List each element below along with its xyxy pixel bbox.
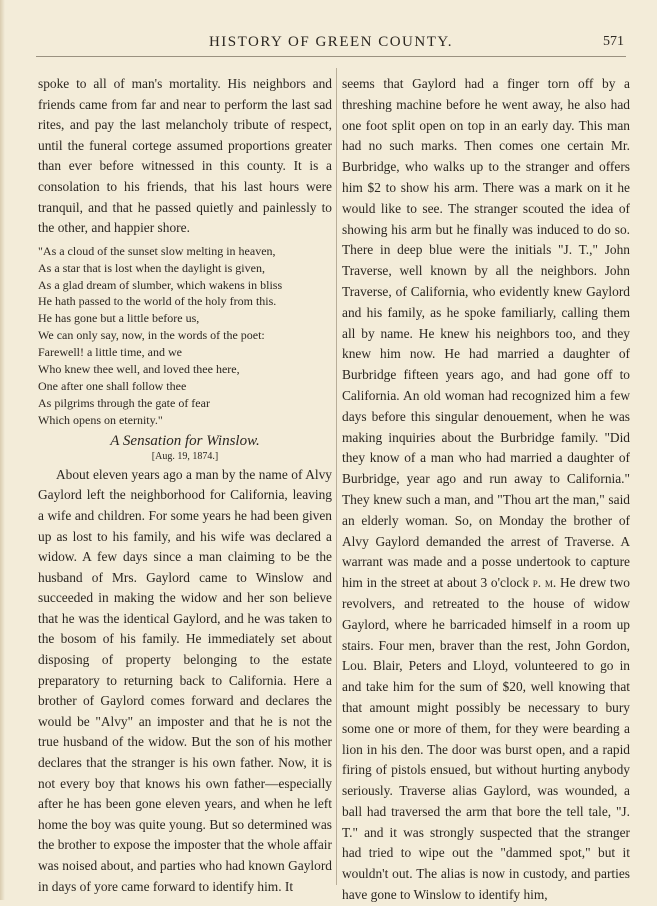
- right-column: [342, 74, 630, 906]
- section-heading: A Sensation for Winslow.: [110, 432, 260, 449]
- article-continuation: [342, 74, 630, 906]
- poem-line: Which opens on eternity.": [38, 412, 163, 427]
- obituary-paragraph: spoke to all of man's mortality. His neighbors and friends came from far and near to perform the last sad rites, and pay the last melancholy tribute of respect, until the funeral cortege assumed proportions greater than ever before witnessed in this county. It is a consolation to his friends, that his last hours were tranquil, and that he passed quietly and painlessly to the other, and happier shore.: [38, 76, 332, 236]
- poem-line: "As a cloud of the sunset slow melting in heaven,: [38, 243, 276, 258]
- article-text-part-2: He drew two revolvers, and retreated to the house of widow Gaylord, where he barricaded himself in a room up stairs. Four men, braver than the rest, John Gordon, Lou. Blair, Peters and Lloyd, volunteered to go in and take him for the sum of $20, well knowing that that amount might possibly be necessary to bury some one or more of them, for they were bearding a lion in his den. The door was burst open, and a rapid firing of pistols ensued, but without hurting anybody seriously. Traverse alias Gaylord, was wounded, a ball had traversed the arm that bore the tell tale, "J. T." and it was strongly suspected that the stranger had tried to wipe out the "dammed spot," but it wouldn't out. The alias is now in custody, and parties have gone to Winslow to identify him,: [342, 575, 630, 903]
- poem-line: As a glad dream of slumber, which wakens in bliss: [38, 277, 283, 292]
- page-number: 571: [603, 34, 624, 49]
- poem-block: [38, 243, 332, 429]
- poem-line: He hath passed to the world of the holy from this.: [38, 294, 277, 309]
- poem-line: Who knew thee well, and loved thee here,: [38, 362, 240, 377]
- column-divider: [336, 68, 337, 885]
- poem-line: As pilgrims through the gate of fear: [38, 395, 210, 410]
- left-column: [38, 74, 332, 897]
- page-title: HISTORY OF GREEN COUNTY.: [208, 34, 454, 50]
- poem-line: As a star that is lost when the daylight is given,: [38, 260, 265, 275]
- poem-line: He has gone but a little before us,: [38, 311, 200, 326]
- dateline: [Aug. 19, 1874.]: [151, 450, 219, 462]
- time-abbreviation: p. m.: [532, 575, 557, 591]
- poem-line: We can only say, now, in the words of the poet:: [38, 328, 265, 343]
- article-text-part-1: seems that Gaylord had a finger torn off by a threshing machine before he went away, he also had one foot split open on top in an early day. This man had no such marks. Then comes one certain Mr. Burbridge, who walks up to the stranger and offers him $2 to show his arm. There was a mark on it he would like to see. The stranger scouted the idea of showing his arm but he finally was induced to do so. There in deep blue were the initials "J. T.," John Traverse, well known by all the neighbors. John Traverse, of California, who evidently knew Gaylord and his family, as he spoke familiarly, calling them all by name. He knew his neighbors too, and they knew him now. He had married a daughter of Burbridge fifteen years ago, and had gone off to California. An old woman had recognized him a few days before this singular denouement, when he was making inquiries about the Burbridge family. "Did they know of a man who had married a daughter of Burbridge, year ago and run away to California." They knew such a man, and "Thou art the man," said an elderly woman. So, on Monday the brother of Alvy Gaylord demanded the arrest of Traverse. A warrant was made and a posse undertook to capture him in the street at about 3 o'clock: [342, 76, 630, 591]
- running-header: [36, 34, 626, 57]
- poem-line: One after one shall follow thee: [38, 379, 187, 393]
- page-edge-shading: [0, 0, 5, 900]
- article-paragraph: About eleven years ago a man by the name of Alvy Gaylord left the neighborhood for California, leaving a wife and children. For some years he had been given up as lost to his family, and his wife was declared a widow. A few days since a man claiming to be the husband of Mrs. Gaylord came to Winslow and succeeded in making the widow and her son believe that he was the identical Gaylord, and he was taken to the bosom of his family. He immediately set about disposing of property belonging to the estate preparatory to returning back to California. Here a brother of Gaylord comes forward and declares the would be "Alvy" an imposter and that he is not the true husband of the widow. But the son of his mother declares that the stranger is his own father. Now, it is not every boy that knows his own father—especially after he has been gone eleven years, and when he left home the boy was quite young. But so determined was the brother to expose the imposter that the whole affair was noised about, and parties who had known Gaylord in days of yore came forward to identify him. It: [38, 466, 332, 894]
- poem-line: Farewell! a little time, and we: [38, 345, 182, 360]
